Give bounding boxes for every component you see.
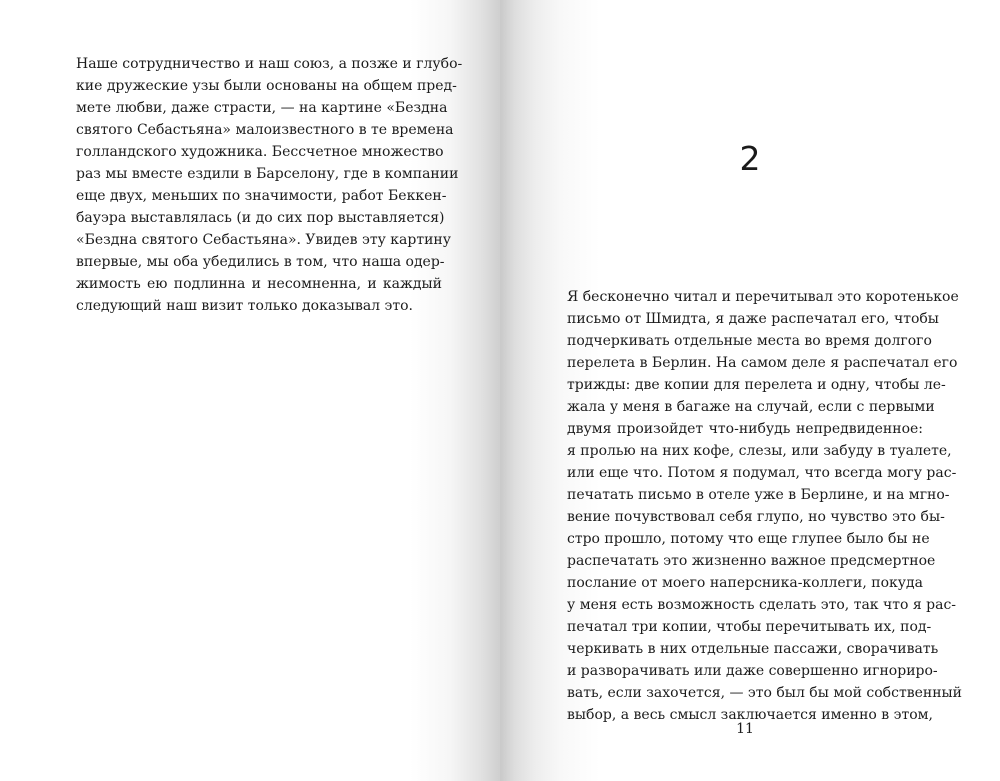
text-line: печатать письмо в отеле уже в Берлине, и на мгно-: [567, 487, 950, 503]
text-line: трижды: две копии для перелета и одну, чтобы ле-: [567, 377, 946, 393]
text-line: выбор, а весь смысл заключается именно в этом,: [567, 707, 933, 723]
text-line: следующий наш визит только доказывал это.: [76, 298, 413, 314]
text-line: или еще что. Потом я подумал, что всегда могу рас-: [567, 465, 957, 481]
text-line: распечатать это жизненно важное предсмертное: [567, 553, 936, 569]
text-line: Наше сотрудничество и наш союз, а позже и глубо-: [76, 56, 463, 72]
text-line: двумя произойдет что-нибудь непредвиденное:: [567, 421, 923, 437]
text-line: и разворачивать или даже совершенно игнориро-: [567, 663, 938, 679]
left-page-text: [76, 53, 463, 317]
text-line: кие дружеские узы были основаны на общем пред-: [76, 78, 457, 94]
text-line: впервые, мы оба убедились в том, что наша одер-: [76, 254, 445, 270]
text-line: бауэра выставлялась (и до сих пор выставляется): [76, 210, 445, 226]
text-line: святого Себастьяна» малоизвестного в те времена: [76, 122, 454, 138]
text-line: послание от моего наперсника-коллеги, покуда: [567, 575, 923, 591]
text-line: перелета в Берлин. На самом деле я распечатал его: [567, 355, 958, 371]
text-line: стро прошло, потому что еще глупее было бы не: [567, 531, 930, 547]
right-page-text: [567, 286, 963, 726]
text-line: жала у меня в багаже на случай, если с первыми: [567, 399, 935, 415]
text-line: вение почувствовал себя глупо, но чувство это бы-: [567, 509, 945, 525]
text-line: письмо от Шмидта, я даже распечатал его, чтобы: [567, 311, 939, 327]
text-line: печатал три копии, чтобы перечитывать их, под-: [567, 619, 932, 635]
chapter-number: 2: [739, 139, 761, 178]
text-line: черкивать в них отдельные пассажи, сворачивать: [567, 641, 939, 657]
text-line: раз мы вместе ездили в Барселону, где в компании: [76, 166, 459, 182]
text-line: мете любви, даже страсти, — на картине «Бездна: [76, 100, 448, 116]
right-page: [500, 0, 1000, 781]
text-line: жимость ею подлинна и несомненна, и каждый: [76, 276, 442, 292]
text-line: «Бездна святого Себастьяна». Увидев эту картину: [76, 232, 451, 248]
text-line: Я бесконечно читал и перечитывал это коротенькое: [567, 289, 959, 305]
text-line: у меня есть возможность сделать это, так что я рас-: [567, 597, 957, 613]
text-line: подчеркивать отдельные места во время долгого: [567, 333, 932, 349]
text-line: еще двух, меньших по значимости, работ Беккен-: [76, 188, 447, 204]
text-line: вать, если захочется, — это был бы мой собственный: [567, 685, 963, 701]
text-line: голландского художника. Бессчетное множество: [76, 144, 444, 160]
page-number: 11: [736, 721, 754, 737]
text-line: я пролью на них кофе, слезы, или забуду в туалете,: [567, 443, 952, 459]
